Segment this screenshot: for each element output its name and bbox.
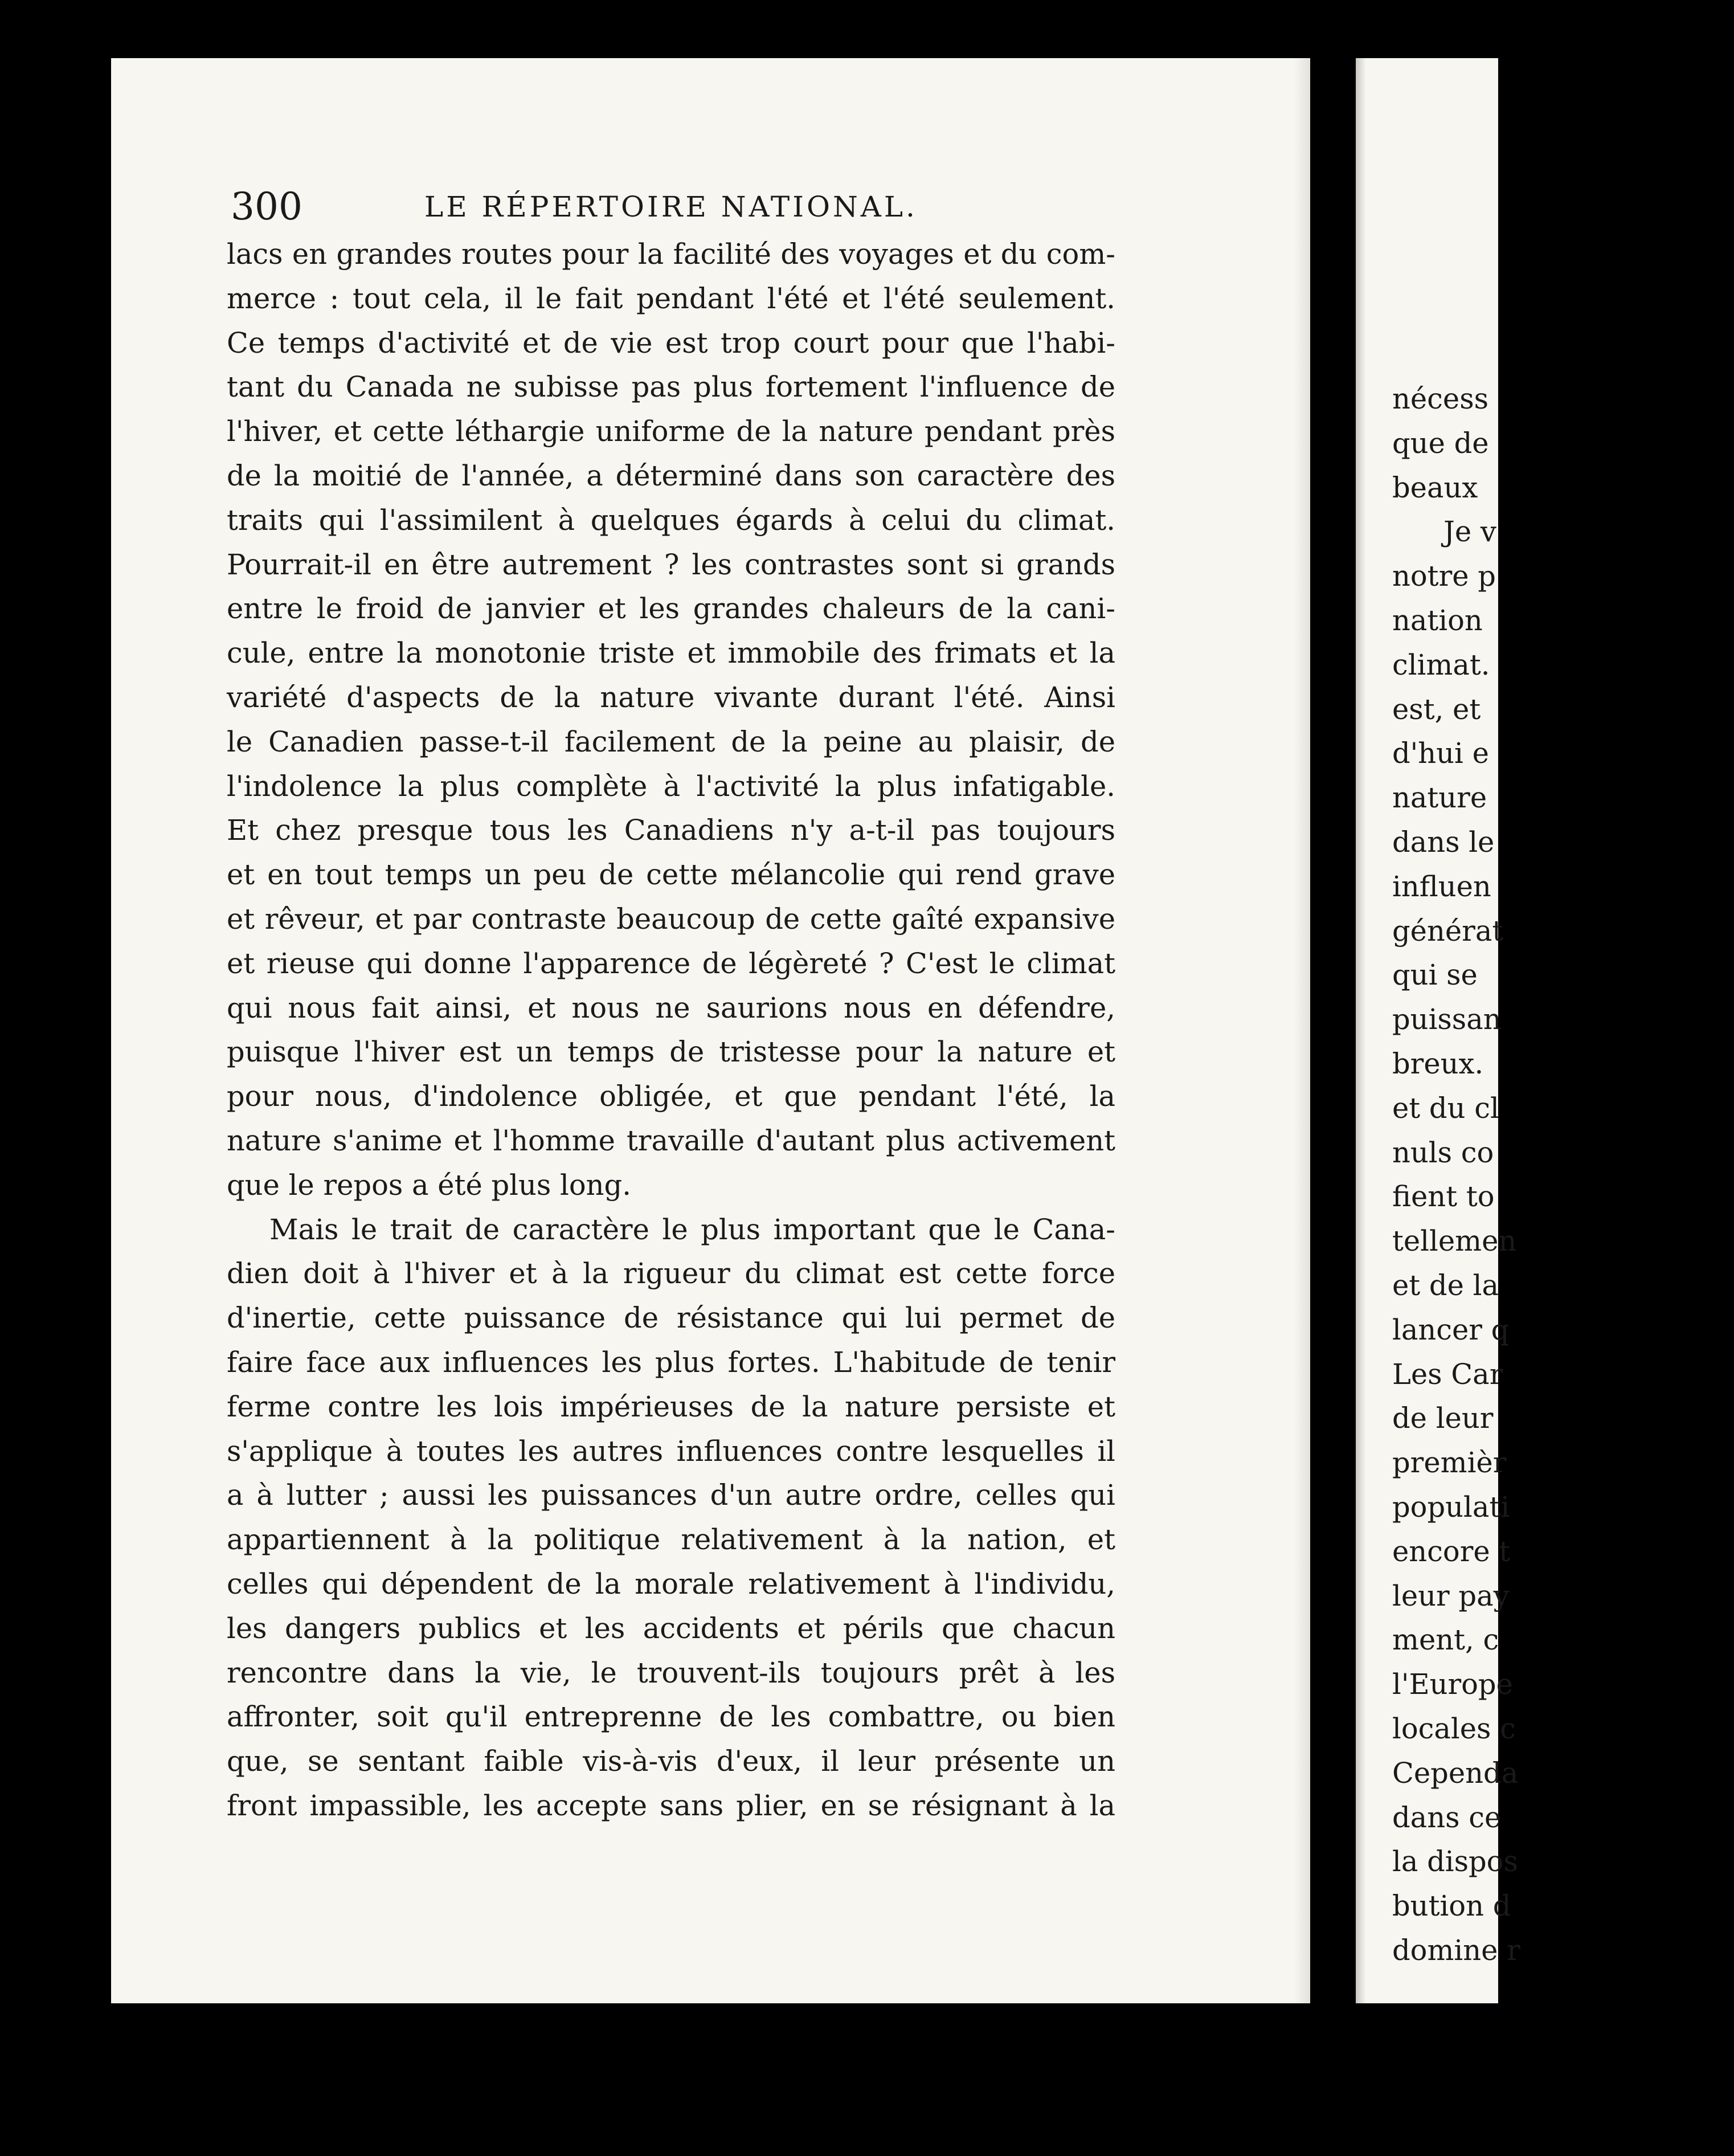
next-page-line-fragment: la dispos [1392, 1845, 1518, 1879]
next-page-line-fragment: dans ce [1392, 1800, 1502, 1834]
next-page-line-fragment: et du cl [1392, 1091, 1499, 1125]
text-line: variété d'aspects de la nature vivante durant l'été. Ainsi [227, 680, 1115, 714]
text-line: l'indolence la plus complète à l'activité la plus infatigable. [227, 769, 1115, 803]
text-line: a à lutter ; aussi les puissances d'un autre ordre, celles qui [227, 1479, 1115, 1512]
next-page-line-fragment: que de [1392, 426, 1489, 460]
text-line: Et chez presque tous les Canadiens n'y a-t-il pas toujours [227, 814, 1115, 847]
text-line: d'inertie, cette puissance de résistance qui lui permet de [227, 1301, 1115, 1335]
book-page-right [1356, 58, 1520, 2003]
text-line: et en tout temps un peu de cette mélancolie qui rend grave [227, 858, 1115, 892]
next-page-line-fragment: nuls co [1392, 1136, 1494, 1169]
next-page-line-fragment: domine r [1392, 1933, 1520, 1967]
text-line: le Canadien passe-t-il facilement de la peine au plaisir, de [227, 725, 1115, 758]
next-page-line-fragment: bution d [1392, 1889, 1511, 1923]
next-page-line-fragment: locales c [1392, 1712, 1516, 1745]
next-page-line-fragment: ment, c [1392, 1623, 1499, 1657]
page-edge-shadow [1294, 58, 1310, 2003]
next-page-line-fragment: dans le [1392, 825, 1495, 859]
next-page-line-fragment: puissan [1392, 1003, 1502, 1036]
next-page-line-fragment: nature [1392, 781, 1487, 815]
text-line: et rêveur, et par contraste beaucoup de cette gaîté expansive [227, 902, 1115, 936]
next-page-line-fragment: de leur [1392, 1402, 1494, 1435]
text-line: que le repos a été plus long. [227, 1168, 631, 1202]
text-line: entre le froid de janvier et les grandes chaleurs de la cani- [227, 592, 1115, 626]
text-line: cule, entre la monotonie triste et immobile des frimats et la [227, 636, 1115, 670]
text-line: les dangers publics et les accidents et périls que chacun [227, 1611, 1115, 1645]
text-line: merce : tout cela, il le fait pendant l'été et l'été seulement. [227, 281, 1115, 315]
text-line: que, se sentant faible vis-à-vis d'eux, il leur présente un [227, 1745, 1115, 1778]
text-line: puisque l'hiver est un temps de tristesse pour la nature et [227, 1035, 1115, 1069]
text-line: traits qui l'assimilent à quelques égards à celui du climat. [227, 503, 1115, 537]
text-line: qui nous fait ainsi, et nous ne saurions nous en défendre, [227, 991, 1115, 1024]
next-page-line-fragment: fient to [1392, 1180, 1495, 1214]
text-line: nature s'anime et l'homme travaille d'autant plus activement [227, 1124, 1115, 1157]
next-page-line-fragment: climat. [1392, 648, 1490, 681]
next-page-line-fragment: leur pay [1392, 1579, 1510, 1612]
text-line: Pourrait-il en être autrement ? les contrastes sont si grands [227, 548, 1115, 581]
text-line: affronter, soit qu'il entreprenne de les combattre, ou bien [227, 1700, 1115, 1734]
text-line: ferme contre les lois impérieuses de la nature persiste et [227, 1390, 1115, 1423]
text-line: faire face aux influences les plus fortes. L'habitude de tenir [227, 1345, 1115, 1379]
text-line: appartiennent à la politique relativement à la nation, et [227, 1523, 1115, 1557]
next-page-line-fragment: Cependa [1392, 1756, 1519, 1790]
next-page-line-fragment: qui se [1392, 958, 1478, 992]
next-page-line-fragment: notre p [1392, 560, 1496, 593]
text-line: pour nous, d'indolence obligée, et que pendant l'été, la [227, 1080, 1115, 1113]
text-line: Ce temps d'activité et de vie est trop court pour que l'habi- [227, 326, 1115, 360]
next-page-line-fragment: premièr [1392, 1446, 1507, 1480]
next-page-line-fragment: beaux [1392, 471, 1478, 504]
next-page-line-fragment: influen [1392, 869, 1491, 903]
text-line: de la moitié de l'année, a déterminé dans son caractère des [227, 459, 1115, 492]
text-line: l'hiver, et cette léthargie uniforme de la nature pendant près [227, 415, 1115, 448]
running-title: LE RÉPERTOIRE NATIONAL. [424, 190, 918, 223]
next-page-line-fragment: Je v [1443, 515, 1496, 549]
text-line: rencontre dans la vie, le trouvent-ils toujours prêt à les [227, 1656, 1115, 1689]
next-page-line-fragment: nécess [1392, 382, 1488, 415]
text-line: celles qui dépendent de la morale relativement à l'individu, [227, 1567, 1115, 1600]
next-page-line-fragment: l'Europe [1392, 1668, 1513, 1701]
next-page-line-fragment: breux. [1392, 1047, 1484, 1080]
next-page-line-fragment: lancer q [1392, 1313, 1510, 1346]
next-page-line-fragment: Les Car [1392, 1357, 1503, 1391]
spine-shadow [1356, 58, 1366, 2003]
next-page-line-fragment: tellemen [1392, 1224, 1517, 1258]
page-number: 300 [231, 185, 302, 228]
next-page-line-fragment: populati [1392, 1490, 1510, 1524]
text-line: Mais le trait de caractère le plus important que le Cana- [269, 1212, 1115, 1246]
next-page-line-fragment: d'hui e [1392, 737, 1489, 770]
next-page-text [1392, 377, 1734, 1973]
text-line: front impassible, les accepte sans plier, en se résignant à la [227, 1788, 1115, 1822]
next-page-line-fragment: est, et [1392, 692, 1481, 726]
next-page-line-fragment: encore t [1392, 1534, 1511, 1568]
body-text [227, 232, 1115, 1828]
running-head [231, 173, 1028, 241]
text-line: lacs en grandes routes pour la facilité des voyages et du com- [227, 238, 1115, 271]
next-page-line-fragment: générat [1392, 914, 1504, 948]
text-line: tant du Canada ne subisse pas plus fortement l'influence de [227, 370, 1115, 404]
next-page-line-fragment: et de la [1392, 1268, 1499, 1302]
text-line: dien doit à l'hiver et à la rigueur du climat est cette force [227, 1257, 1115, 1291]
text-line: s'applique à toutes les autres influences contre lesquelles il [227, 1434, 1115, 1468]
text-line: et rieuse qui donne l'apparence de légèreté ? C'est le climat [227, 946, 1115, 980]
next-page-line-fragment: nation [1392, 603, 1483, 637]
